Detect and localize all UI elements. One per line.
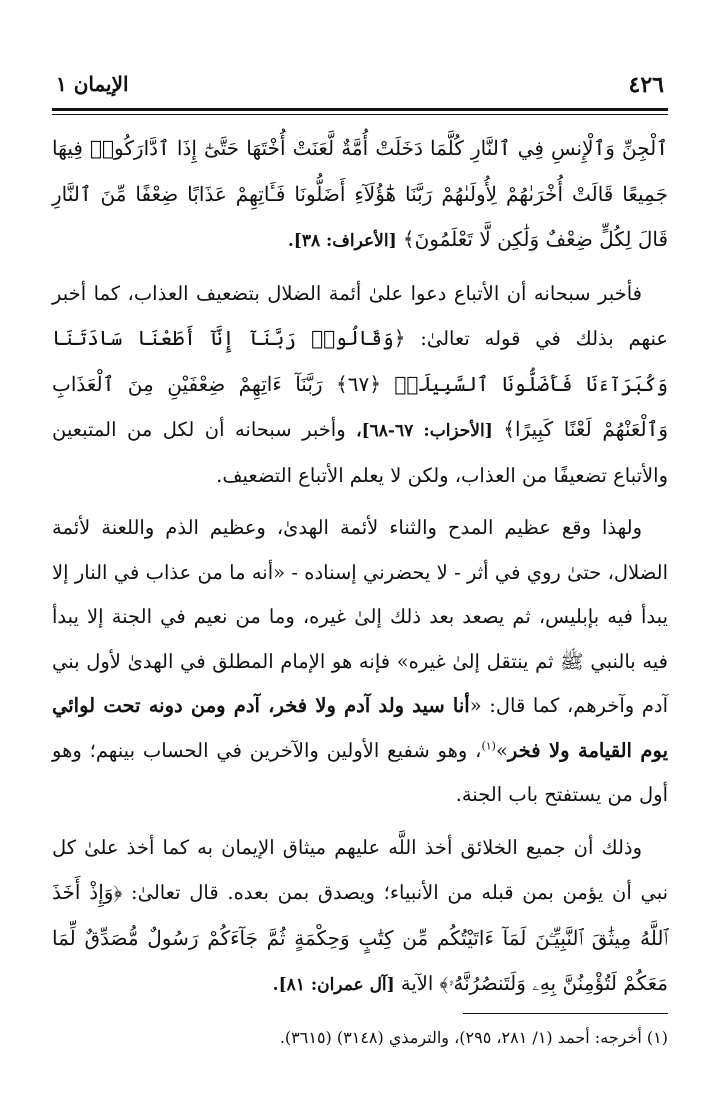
paragraph-4 bbox=[52, 826, 668, 1008]
paragraph-1 bbox=[52, 126, 668, 264]
paragraph-3 bbox=[52, 506, 668, 818]
quran-verse: ﴿وَقَالُوا۟ رَبَّنَآ إِنَّآ أَطَعْنَا سَادَتَنَا وَكُبَرَآءَنَا فَأَضَلُّونَا ٱلسَّبِيلَا۠ ﴿٦٧﴾ رَبَّنَآ ءَاتِهِمْ ضِعْفَيْنِ مِنَ ٱلْعَذَابِ وَٱلْعَنْهُمْ لَعْنًا كَبِيرًا﴾ bbox=[52, 326, 668, 441]
footnote: (١) أخرجه: أحمد (١/ ٢٨١، ٢٩٥)، والترمذي (٣١٤٨) (٣٦١٥). bbox=[279, 1028, 668, 1047]
paragraph-text: وأخبر سبحانه أن لكل من المتبعين والأتباع تضعيفًا من العذاب، ولكن لا يعلم الأتباع التضعيف. bbox=[52, 418, 668, 487]
footnote-marker[interactable]: (١) bbox=[481, 739, 496, 752]
verse-citation: [الأعراف: ٣٨]. bbox=[287, 231, 397, 251]
verse-suffix: الآية bbox=[400, 972, 434, 995]
quote-close: » bbox=[495, 738, 508, 762]
verse-citation: [الأحزاب: ٦٧-٦٨]، bbox=[356, 421, 493, 441]
paragraph-text: ولهذا وقع عظيم المدح والثناء لأئمة الهدىٰ، وعظيم الذم واللعنة لأئمة الضلال، حتىٰ روي في أثر - لا يحضرني إسناده - «أنه ما من عذاب في النار إلا يبدأ فيه بإبليس، ثم يصعد بعد ذلك إلىٰ غيره، وما من نعيم في الجنة إلا يبدأ فيه بالنبي ﷺ ثم ينتقل إلىٰ غيره» فإنه هو الإمام المطلق في الهدىٰ لأول بني آدم وآخرهم، كما قال: « bbox=[52, 516, 668, 717]
book-page bbox=[52, 0, 668, 1099]
page-number: ٤٢٦ bbox=[628, 72, 664, 98]
paragraph-2 bbox=[52, 272, 668, 499]
running-header bbox=[52, 72, 668, 102]
quran-verse: ﴿وَإِذْ أَخَذَ ٱللَّهُ مِيثَٰقَ ٱلنَّبِيِّـۧنَ لَمَآ ءَاتَيْتُكُم مِّن كِتَٰبٍ وَحِكْمَةٍ ثُمَّ جَآءَكُمْ رَسُولٌ مُّصَدِّقٌ لِّمَا مَعَكُمْ لَتُؤْمِنُنَّ بِهِۦ وَلَتَنصُرُنَّهُۥ﴾ bbox=[52, 880, 668, 995]
page-body bbox=[52, 126, 668, 1016]
footnote-rule bbox=[463, 1013, 668, 1014]
running-title: الإيمان ١ bbox=[56, 72, 129, 96]
verse-citation: [آل عمران: ٨١]. bbox=[272, 975, 395, 995]
paragraph-text: فأخبر سبحانه أن الأتباع دعوا علىٰ أئمة الضلال بتضعيف العذاب، كما أخبر عنهم بذلك في قوله تعالىٰ: bbox=[52, 281, 668, 350]
header-rule-thick bbox=[52, 108, 668, 111]
header-rule-thin bbox=[52, 114, 668, 115]
hadith-text: أنا سيد ولد آدم ولا فخر، آدم ومن دونه تحت لوائي يوم القيامة ولا فخر bbox=[52, 694, 668, 762]
quran-verse: ٱلْجِنِّ وَٱلْإِنسِ فِي ٱلنَّارِ كُلَّمَا دَخَلَتْ أُمَّةٌ لَّعَنَتْ أُخْتَهَا حَتَّىٰٓ إِذَا ٱدَّارَكُوا۟ فِيهَا جَمِيعًا قَالَتْ أُخْرَىٰهُمْ لِأُولَىٰهُمْ رَبَّنَا هَٰٓؤُلَآءِ أَضَلُّونَا فَـَٔاتِهِمْ عَذَابًا ضِعْفًا مِّنَ ٱلنَّارِ قَالَ لِكُلٍّ ضِعْفٌ وَلَٰكِن لَّا تَعْلَمُونَ﴾ bbox=[52, 136, 668, 251]
paragraph-text: ، وهو شفيع الأولين والآخرين في الحساب بينهم؛ وهو أول من يستفتح باب الجنة. bbox=[52, 738, 668, 806]
paragraph-text: وذلك أن جميع الخلائق أخذ اللَّه عليهم ميثاق الإيمان به كما أخذ علىٰ كل نبي أن يؤمن بمن قبله من الأنبياء؛ ويصدق بمن بعده. قال تعالىٰ: bbox=[52, 835, 669, 904]
